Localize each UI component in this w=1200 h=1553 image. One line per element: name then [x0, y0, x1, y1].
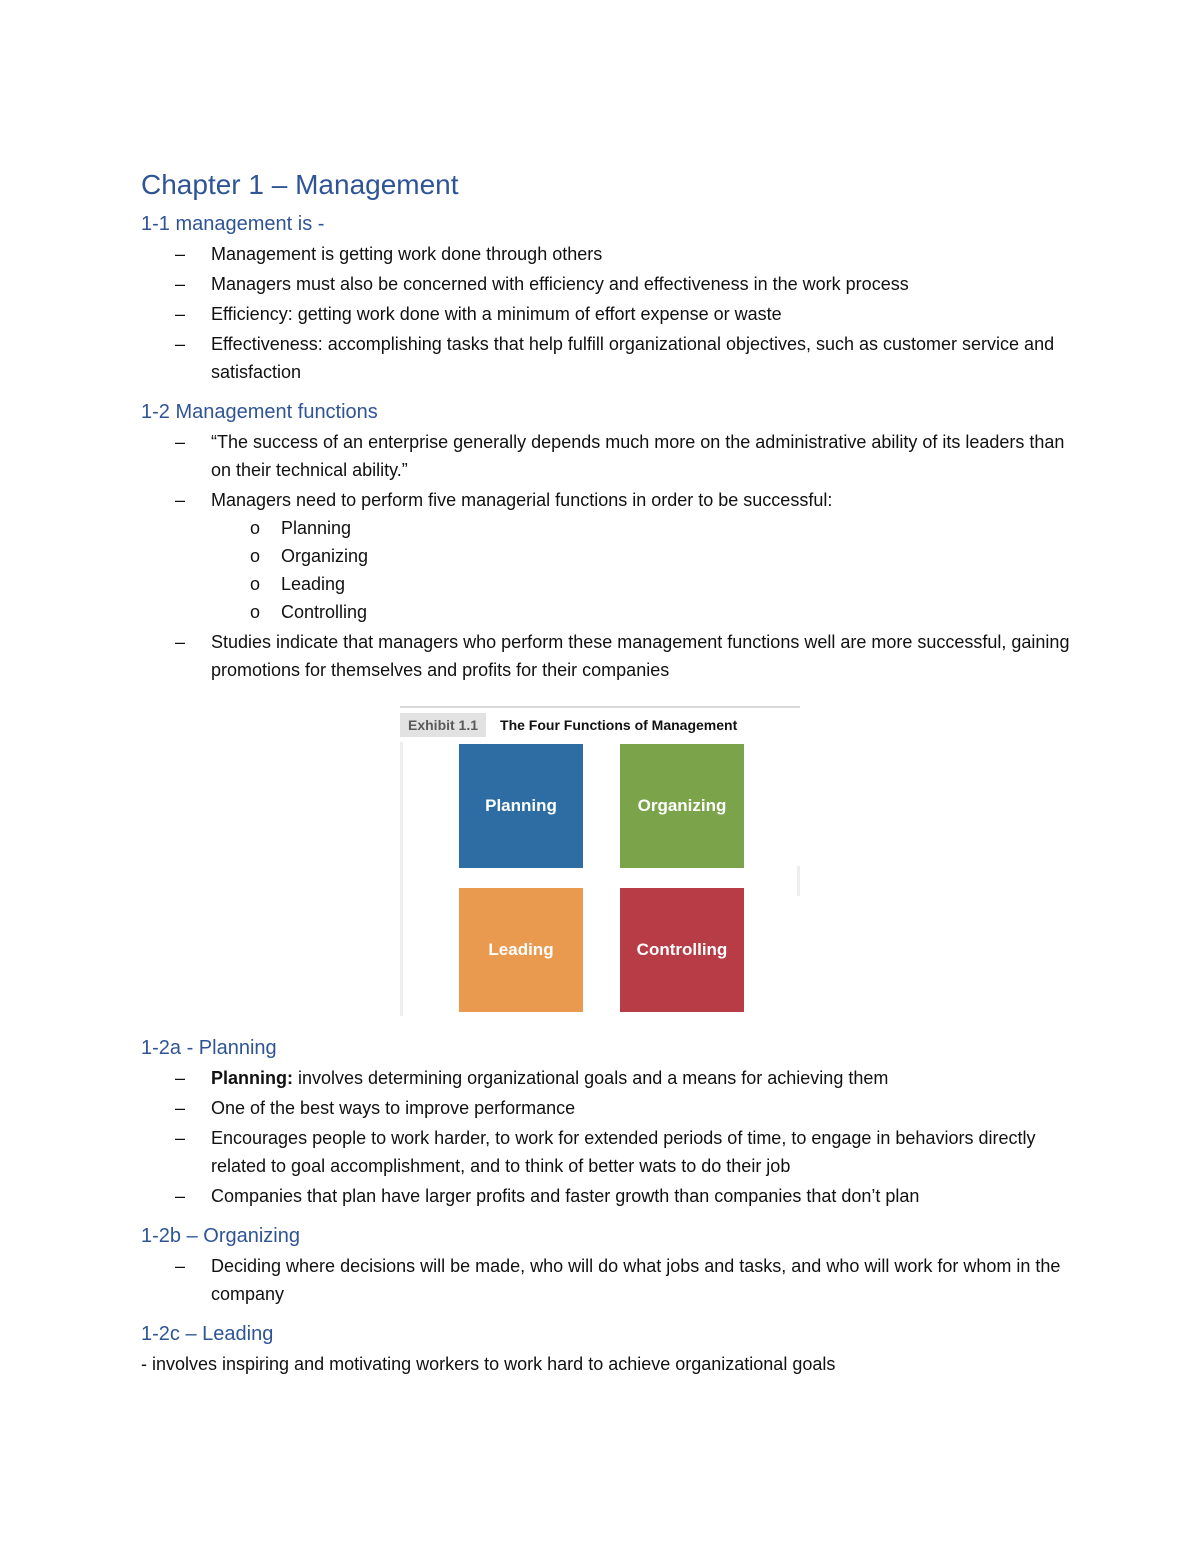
list-item — [141, 270, 1071, 298]
list-item — [141, 428, 1071, 484]
list-item — [141, 240, 1071, 268]
dash-marker: – — [175, 1186, 186, 1206]
dash-marker: – — [175, 432, 186, 452]
term-bold: Planning: — [211, 1068, 293, 1088]
dash-marker: – — [175, 304, 186, 324]
sublist-item-text: Controlling — [281, 602, 368, 622]
list-item-text: involves determining organizational goals and a means for achieving them — [293, 1068, 889, 1088]
chapter-title: Chapter 1 – Management — [141, 169, 459, 200]
circle-marker: o — [250, 546, 261, 566]
section-heading-1-2b: 1-2b – Organizing — [141, 1225, 300, 1247]
list-item — [141, 330, 1071, 386]
list-item-text: One of the best ways to improve performance — [211, 1098, 576, 1118]
exhibit-title: The Four Functions of Management — [500, 717, 738, 733]
circle-marker: o — [250, 602, 261, 622]
section-1-2b-list — [141, 1252, 1071, 1308]
function-box-controlling: Controlling — [620, 888, 744, 1012]
list-item-text: Companies that plan have larger profits and faster growth than companies that don’t plan — [211, 1186, 920, 1206]
list-item-text: “The success of an enterprise generally depends much more on the administrative ability of its leaders than on their technical ability.” — [211, 432, 1065, 480]
dash-marker: – — [175, 1128, 186, 1148]
dash-marker: – — [175, 1256, 186, 1276]
list-item — [141, 486, 1071, 626]
list-item — [141, 1064, 1071, 1092]
sublist-item-text: Planning — [281, 518, 352, 538]
list-item — [141, 1252, 1071, 1308]
dash-marker: – — [175, 490, 186, 510]
function-box-planning: Planning — [459, 744, 583, 868]
list-item — [141, 1124, 1071, 1180]
exhibit-tag: Exhibit 1.1 — [400, 713, 486, 737]
functions-sublist — [211, 514, 1071, 626]
section-heading-1-2c: 1-2c – Leading — [141, 1323, 274, 1345]
function-box-leading: Leading — [459, 888, 583, 1012]
list-item-text: Studies indicate that managers who perform these management functions well are more successful, gaining promotions for themselves and profits for their companies — [211, 632, 1070, 680]
sublist-item — [141, 514, 1071, 542]
circle-marker: o — [250, 518, 261, 538]
section-heading-1-2a: 1-2a - Planning — [141, 1037, 277, 1059]
list-item-text: Deciding where decisions will be made, who will do what jobs and tasks, and who will work for whom in the company — [211, 1256, 1061, 1304]
list-item-text: Encourages people to work harder, to work for extended periods of time, to engage in behaviors directly related to goal accomplishment, and to think of better wats to do their job — [211, 1128, 1036, 1176]
list-item — [141, 1182, 1071, 1210]
section-1-2a-list — [141, 1064, 1071, 1210]
section-1-1-list — [141, 240, 1071, 386]
list-item — [141, 300, 1071, 328]
sublist-item-text: Leading — [281, 574, 346, 594]
list-item-text: Managers must also be concerned with efficiency and effectiveness in the work process — [211, 274, 909, 294]
exhibit-border — [400, 742, 403, 1016]
dash-marker: – — [175, 274, 186, 294]
list-item-text: Management is getting work done through others — [211, 244, 603, 264]
list-item-text: Managers need to perform five managerial functions in order to be successful: — [211, 490, 833, 510]
sublist-item — [141, 542, 1071, 570]
list-item — [141, 628, 1071, 684]
list-item-text: Effectiveness: accomplishing tasks that help fulfill organizational objectives, such as customer service and satisfaction — [211, 334, 1055, 382]
dash-marker: – — [175, 1098, 186, 1118]
exhibit-border — [797, 866, 800, 896]
dash-marker: – — [175, 334, 186, 354]
exhibit-header — [400, 706, 800, 742]
sublist-item-text: Organizing — [281, 546, 369, 566]
exhibit-figure — [400, 706, 800, 1016]
list-item-text: Efficiency: getting work done with a minimum of effort expense or waste — [211, 304, 782, 324]
section-heading-1-1: 1-1 management is - — [141, 213, 325, 235]
sublist-item — [141, 570, 1071, 598]
section-1-2-list — [141, 428, 1071, 684]
dash-marker: – — [175, 244, 186, 264]
section-heading-1-2: 1-2 Management functions — [141, 401, 378, 423]
function-box-organizing: Organizing — [620, 744, 744, 868]
sublist-item — [141, 598, 1071, 626]
document-page — [141, 166, 1071, 1378]
dash-marker: – — [175, 1068, 186, 1088]
list-item — [141, 1094, 1071, 1122]
circle-marker: o — [250, 574, 261, 594]
section-1-2c-text: - involves inspiring and motivating workers to work hard to achieve organizational goals — [141, 1354, 836, 1374]
dash-marker: – — [175, 632, 186, 652]
